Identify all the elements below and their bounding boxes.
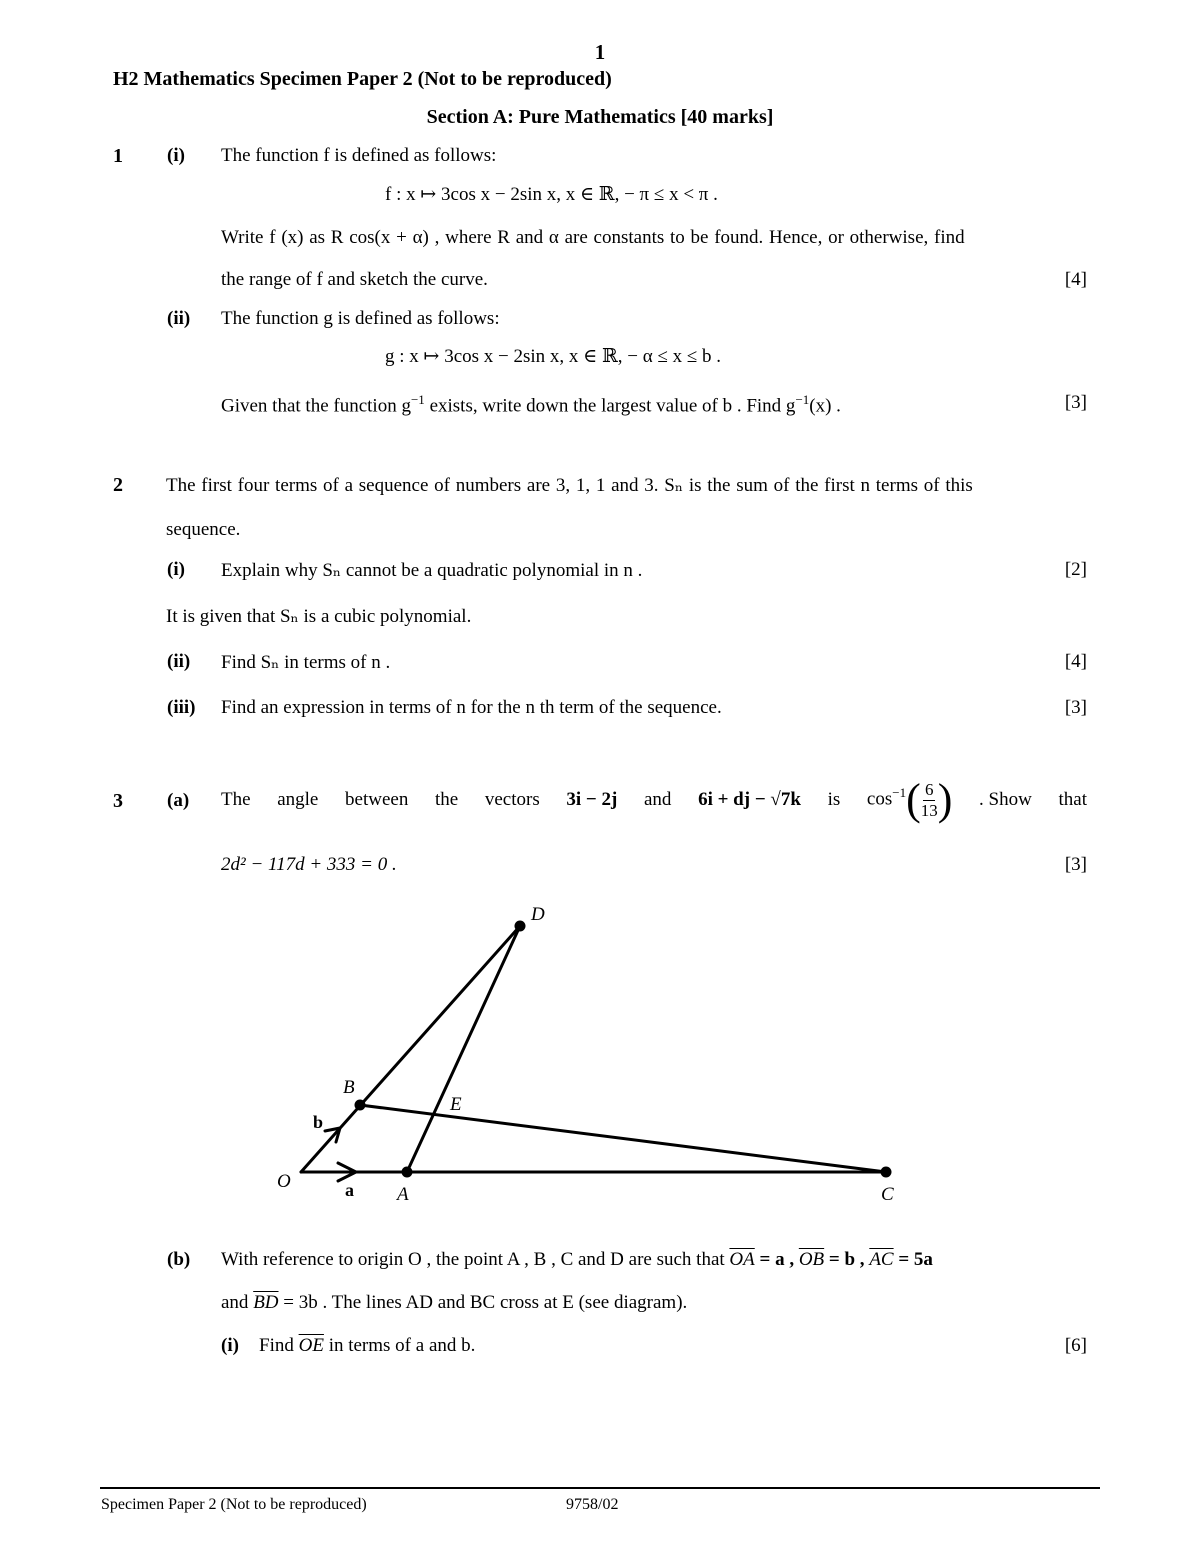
footer-paper-code: 9758/02 — [566, 1496, 619, 1513]
label-E: E — [450, 1094, 462, 1115]
vector-AC: $\overline{AC}$ — [869, 1249, 894, 1270]
q1-ii-intro: The function g is defined as follows: — [221, 308, 500, 329]
q3-a-vector-2: 6i + dj − √7k — [698, 789, 801, 810]
question-1-number: 1 — [113, 145, 123, 167]
question-2-number: 2 — [113, 474, 123, 496]
q3-b-text-line1 — [221, 1249, 933, 1271]
point-A — [402, 1167, 413, 1178]
q2-ii-marks: [4] — [1064, 651, 1087, 672]
q2-iii-marks: [3] — [1064, 697, 1087, 718]
q1-ii-sup2: −1 — [795, 392, 810, 407]
label-O: O — [277, 1171, 291, 1192]
vector-BD: $\overline{BD}$ — [253, 1292, 279, 1313]
q1-part-i-label: (i) — [167, 145, 185, 166]
label-B: B — [343, 1077, 355, 1098]
q3-part-a-label: (a) — [167, 790, 190, 811]
page-number: 1 — [594, 40, 606, 64]
q3-b-eq2: = b , — [824, 1249, 870, 1270]
q3-a-vector-1: 3i − 2j — [566, 789, 618, 810]
q3-a-cos-sup: −1 — [892, 785, 907, 801]
q1-f-definition: f : x ↦ 3cos x − 2sin x, x ∈ ℝ, − π ≤ x < π . — [385, 184, 718, 205]
q2-i-text: Explain why Sₙ cannot be a quadratic polynomial in n . — [221, 560, 643, 581]
q3-a-word: and — [643, 789, 672, 810]
q1-g-definition: g : x ↦ 3cos x − 2sin x, x ∈ ℝ, − α ≤ x ≤ b . — [385, 346, 722, 367]
line-BC — [360, 1105, 886, 1172]
q1-ii-text-b: exists, write down the largest value of b . Find g — [424, 395, 796, 417]
q1-ii-text-c: (x) . — [809, 395, 841, 417]
q2-iii-text: Find an expression in terms of n for the n th term of the sequence. — [221, 697, 722, 718]
q2-part-i-label: (i) — [167, 559, 185, 580]
q1-ii-sup1: −1 — [410, 392, 425, 407]
q1-i-text-line1: Write f (x) as R cos(x + α) , where R and α are constants to be found. Hence, or otherwise, find — [221, 227, 965, 248]
line-AD — [407, 926, 520, 1172]
q1-i-text-line2: the range of f and sketch the curve. — [221, 269, 488, 290]
q2-part-ii-label: (ii) — [167, 651, 191, 672]
q3-a-word: angle — [277, 789, 319, 810]
footer-rule — [100, 1487, 1100, 1489]
q3-b-eq4: = 3b . The lines AD and BC cross at E (see diagram). — [278, 1292, 688, 1313]
question-3-number: 3 — [113, 790, 123, 812]
q2-intro-line1: The first four terms of a sequence of numbers are 3, 1, 1 and 3. Sₙ is the sum of the first n terms of this — [166, 475, 973, 496]
vector-OB: $\overline{OB}$ — [798, 1249, 825, 1270]
point-C — [881, 1167, 892, 1178]
q3-a-frac-num: 6 — [924, 779, 934, 799]
q3-b-text-a: With reference to origin O , the point A , B , C and D are such that — [221, 1249, 730, 1270]
label-C: C — [881, 1184, 894, 1205]
point-B — [355, 1100, 366, 1111]
q3-a-word: that — [1058, 789, 1087, 810]
q3-a-word: The — [221, 789, 251, 810]
q2-given: It is given that Sₙ is a cubic polynomial. — [166, 606, 472, 627]
q3-b-eq1: = a , — [754, 1249, 799, 1270]
line-OD — [301, 926, 520, 1172]
q3-a-arccos: $\cos^{-1}$( $\frac{6}{13}$ ) — [866, 775, 953, 824]
q3-a-word: between — [345, 789, 409, 810]
label-A: A — [397, 1184, 409, 1205]
q3-b-eq3: = 5a — [893, 1249, 933, 1270]
q3-a-frac-den: 13 — [920, 800, 938, 820]
section-title: Section A: Pure Mathematics [40 marks] — [426, 106, 774, 128]
q3-a-word: vectors — [484, 789, 540, 810]
q3-a-word: . Show — [979, 789, 1032, 810]
q3-b-part-i-label: (i) — [221, 1335, 239, 1356]
q1-ii-text-a: Given that the function g — [221, 395, 411, 417]
q3-a-word: the — [434, 789, 459, 810]
point-D — [515, 921, 526, 932]
q3-part-b-label: (b) — [167, 1249, 191, 1270]
vector-OE: $\overline{OE}$ — [298, 1335, 324, 1356]
q2-i-marks: [2] — [1064, 559, 1087, 580]
q1-i-marks: [4] — [1064, 269, 1087, 290]
label-vector-b: b — [313, 1112, 324, 1132]
q2-intro-line2: sequence. — [166, 519, 241, 540]
q1-ii-marks: [3] — [1064, 392, 1087, 413]
label-vector-a: a — [345, 1180, 354, 1200]
q3-bi-marks: [6] — [1064, 1335, 1087, 1356]
q1-i-intro: The function f is defined as follows: — [221, 145, 497, 166]
q2-part-iii-label: (iii) — [167, 697, 196, 718]
q3-bi-text-a: Find — [259, 1335, 299, 1356]
footer-left: Specimen Paper 2 (Not to be reproduced) — [101, 1496, 367, 1513]
q3-a-word: is — [827, 789, 841, 810]
q3-bi-text-b: in terms of a and b. — [323, 1335, 476, 1356]
paper-header: H2 Mathematics Specimen Paper 2 (Not to be reproduced) — [113, 68, 612, 90]
q1-part-ii-label: (ii) — [167, 308, 191, 329]
q3-a-cos: cos — [866, 788, 893, 810]
label-D: D — [531, 904, 545, 925]
q3-b-text2-a: and — [221, 1292, 254, 1313]
q3-bi-text — [259, 1335, 475, 1357]
vector-OA: $\overline{OA}$ — [729, 1249, 755, 1270]
q3-a-equation: 2d² − 117d + 333 = 0 . — [221, 854, 397, 875]
q3-a-marks: [3] — [1064, 854, 1087, 875]
q3-b-text-line2 — [221, 1292, 687, 1314]
q2-ii-text: Find Sₙ in terms of n . — [221, 652, 391, 673]
